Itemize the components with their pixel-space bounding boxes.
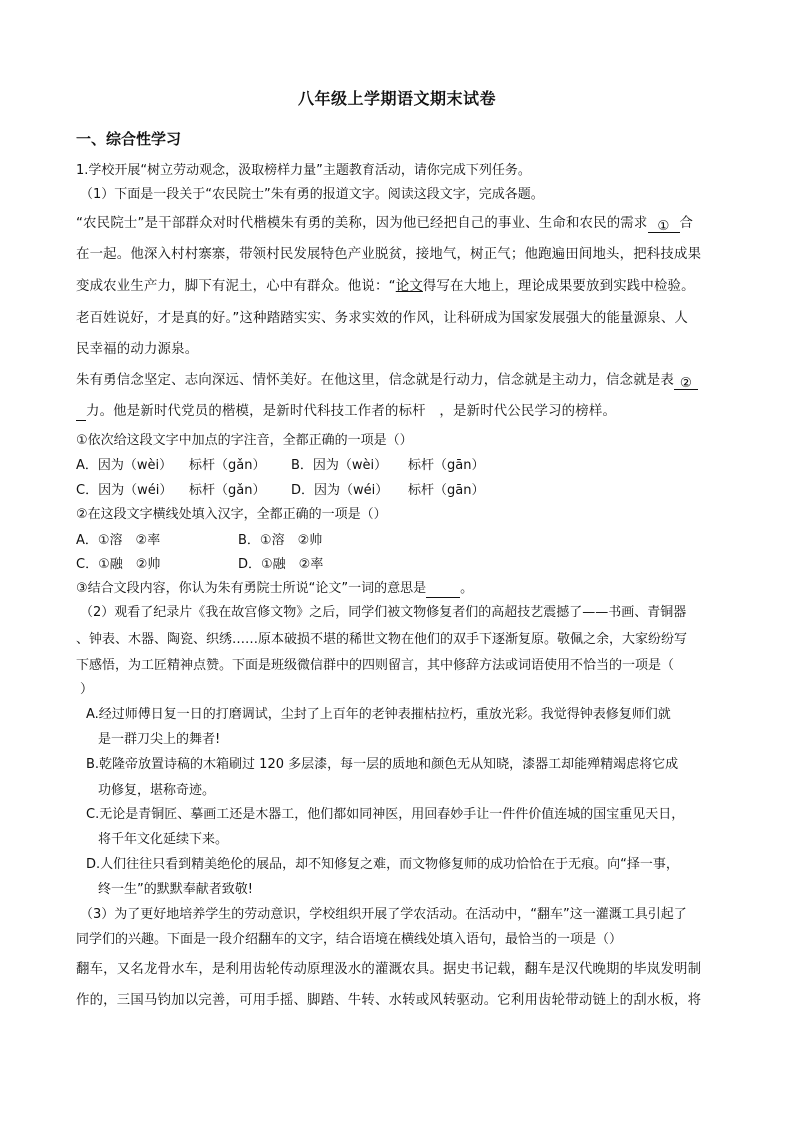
option: D.人们往往只看到精美绝伦的展品，却不知修复之难，而文物修复师的成功恰恰在于无痕。向“择一事， — [86, 857, 679, 872]
passage-line: 在一起。他深入村村寨寨，带领村民发展特色产业脱贫，接地气，树正气；他跑遍田间地头，把科技成果 — [76, 247, 702, 262]
option: C．因为（wéi） — [76, 483, 173, 498]
underlined-word: 论文 — [395, 279, 423, 294]
fill-blank-1: ① — [648, 218, 680, 233]
passage-line: 老百姓说好，才是真的好。”这种踏踏实实、务求实效的作风，让科研成为国家发展强大的能量源泉、人 — [76, 311, 689, 326]
option: 标杆（gān） — [408, 458, 485, 473]
option: B.乾隆帝放置诗稿的木箱刷过 120 多层漆，每一层的质地和颜色无从知晓，漆器工却能殚精竭虑将它成 — [86, 757, 679, 772]
passage-line: 作的，三国马钧加以完善，可用手摇、脚踏、牛转、水转或风转驱动。它利用齿轮带动链上的刮水板，将 — [76, 993, 702, 1008]
option: 将千年文化延续下来。 — [98, 832, 229, 847]
fill-blank-2-tail — [76, 406, 86, 421]
part2-heading: ） — [80, 682, 94, 697]
option: 终一生”的默默奉献者致敬! — [98, 882, 253, 897]
options-row — [76, 532, 322, 550]
option: 标杆（gān） — [408, 483, 485, 498]
passage-line: 翻车，又名龙骨水车，是利用齿轮传动原理汲水的灌溉农具。据史书记载，翻车是汉代晚期的毕岚发明制 — [76, 962, 702, 977]
option: A．因为（wèi） — [76, 458, 173, 473]
part2-heading: 、钟表、木器、陶瓷、织绣……原本破损不堪的稀世文物在他们的双手下逐渐复原。敬佩之余，大家纷纷写 — [76, 632, 688, 647]
passage-line: 力。他是新时代党员的楷模，是新时代科技工作者的标杆 ，是新时代公民学习的榜样。 — [76, 403, 616, 421]
passage-line: “农民院士”是干部群众对时代楷模朱有勇的美称，因为他已经把自己的事业、生命和农民的需求 ① 合 — [76, 216, 694, 234]
option: 功修复，堪称奇迹。 — [98, 783, 216, 798]
question-intro: 1.学校开展“树立劳动观念，汲取榜样力量”主题教育活动，请你完成下列任务。 — [76, 163, 531, 178]
subquestion-stem: ②在这段文字横线处填入汉字，全都正确的一项是（） — [76, 507, 387, 522]
page-title: 八年级上学期语文期末试卷 — [297, 89, 496, 108]
part3-heading: （3）为了更好地培养学生的劳动意识，学校组织开展了学农活动。在活动中，“翻车”这一灌溉工具引起了 — [80, 907, 687, 922]
option: A.经过师傅日复一日的打磨调试，尘封了上百年的老钟表摧枯拉朽，重放光彩。我觉得钟表修复师们就 — [86, 707, 671, 722]
option: B．因为（wèi） — [291, 458, 388, 473]
answer-blank — [426, 583, 460, 598]
options-row — [76, 482, 484, 500]
subquestion-stem: ③结合文段内容，你认为朱有勇院士所说“论文”一词的意思是 。 — [76, 581, 474, 596]
passage-line: 变成农业生产力，脚下有泥土，心中有群众。他说：“论文得写在大地上，理论成果要放到实践中检验。 — [76, 279, 695, 294]
option: C.无论是青铜匠、摹画工还是木器工，他们都如同神医，用回春妙手让一件件价值连城的国宝重见天日， — [86, 807, 685, 822]
option: C．①融 ②帅 — [76, 557, 161, 572]
section-heading: 一、综合性学习 — [76, 130, 182, 148]
part1-heading: （1）下面是一段关于“农民院士”朱有勇的报道文字。阅读这段文字，完成各题。 — [80, 187, 544, 202]
subquestion-stem: ①依次给这段文字中加点的字注音，全都正确的一项是（） — [76, 433, 413, 448]
options-row — [76, 457, 484, 475]
option: 是一群刀尖上的舞者! — [98, 732, 221, 747]
option: A．①溶 ②率 — [76, 533, 161, 548]
fill-blank-2: ② — [674, 375, 698, 390]
option: B．①溶 ②帅 — [238, 533, 323, 548]
passage-line: 朱有勇信念坚定、志向深远、情怀美好。在他这里，信念就是行动力，信念就是主动力，信念就是表 ② — [76, 372, 698, 390]
options-row — [76, 556, 323, 574]
part3-heading: 同学们的兴趣。下面是一段介绍翻车的文字，结合语境在横线处填入语句，最恰当的一项是（） — [76, 932, 623, 947]
part2-heading: 下感悟，为工匠精神点赞。下面是班级微信群中的四则留言，其中修辞方法或词语使用不恰当的一项是（ — [76, 658, 675, 673]
option: 标杆（gǎn） — [189, 483, 266, 498]
part2-heading: （2）观看了纪录片《我在故宫修文物》之后，同学们被文物修复者们的高超技艺震撼了——书画、青铜器 — [80, 605, 687, 620]
passage-line: 民幸福的动力源泉。 — [76, 342, 199, 357]
option: D．①融 ②率 — [238, 557, 324, 572]
option: D．因为（wéi） — [291, 483, 389, 498]
option: 标杆（gǎn） — [189, 458, 266, 473]
